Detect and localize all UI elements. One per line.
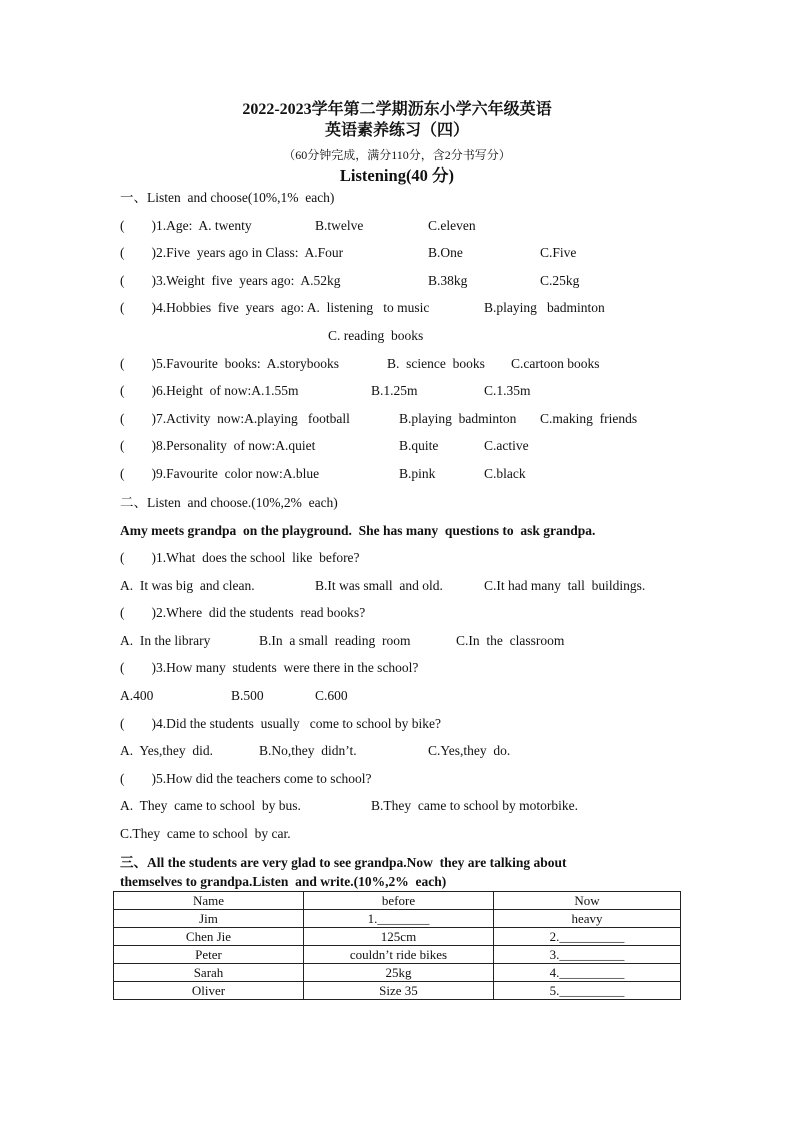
p2-q1-c: C.It had many tall buildings. bbox=[484, 578, 646, 593]
part2-heading: 二、Listen and choose.(10%,2% each) bbox=[120, 495, 338, 510]
p2-q4-a: A. Yes,they did. bbox=[120, 743, 214, 758]
p1-q4: ( )4.Hobbies five years ago: A. listening to music bbox=[120, 300, 430, 315]
p1-q5: ( )5.Favourite books: A.storybooks bbox=[120, 356, 339, 371]
p2-q2-b: B.In a small reading room bbox=[259, 633, 411, 648]
table-row bbox=[114, 982, 681, 1000]
title-line-1: 2022-2023学年第二学期沥东小学六年级英语 bbox=[242, 101, 552, 118]
table-row bbox=[114, 946, 681, 964]
p1-q5-b: B. science books bbox=[387, 356, 485, 371]
cell-name: Chen Jie bbox=[114, 928, 304, 946]
p1-q2-b: B.One bbox=[428, 245, 463, 260]
p1-q9-b: B.pink bbox=[399, 466, 436, 481]
section-title: Listening(40 分) bbox=[339, 166, 455, 185]
cell-now: 3.__________ bbox=[494, 946, 681, 964]
table-row bbox=[114, 928, 681, 946]
cell-before: 25kg bbox=[304, 964, 494, 982]
p2-q2-a: A. In the library bbox=[120, 633, 211, 648]
p1-q4-c: C. reading books bbox=[328, 328, 424, 343]
table-row bbox=[114, 964, 681, 982]
p1-q7-c: C.making friends bbox=[540, 411, 638, 426]
p1-q3-b: B.38kg bbox=[428, 273, 468, 288]
p1-q3-c: C.25kg bbox=[540, 273, 580, 288]
cell-before: Size 35 bbox=[304, 982, 494, 1000]
p2-q3: ( )3.How many students were there in the school? bbox=[120, 660, 419, 675]
p1-q1-b: B.twelve bbox=[315, 218, 364, 233]
p2-q5: ( )5.How did the teachers come to school? bbox=[120, 771, 372, 786]
cell-before: 125cm bbox=[304, 928, 494, 946]
cell-name: Oliver bbox=[114, 982, 304, 1000]
p1-q6-b: B.1.25m bbox=[371, 383, 418, 398]
part1-heading: 一、Listen and choose(10%,1% each) bbox=[120, 190, 335, 205]
header-before: before bbox=[304, 892, 494, 910]
p2-q4-b: B.No,they didn’t. bbox=[259, 743, 357, 758]
p2-q4: ( )4.Did the students usually come to school by bike? bbox=[120, 716, 441, 731]
table-row bbox=[114, 910, 681, 928]
p2-q2: ( )2.Where did the students read books? bbox=[120, 605, 366, 620]
p1-q7: ( )7.Activity now:A.playing football bbox=[120, 411, 350, 426]
p2-q1: ( )1.What does the school like before? bbox=[120, 550, 360, 565]
part3-heading-2: themselves to grandpa.Listen and write.(10%,2% each) bbox=[120, 874, 447, 889]
p1-q8-c: C.active bbox=[484, 438, 529, 453]
cell-name: Peter bbox=[114, 946, 304, 964]
p1-q9: ( )9.Favourite color now:A.blue bbox=[120, 466, 320, 481]
p1-q8: ( )8.Personality of now:A.quiet bbox=[120, 438, 316, 453]
p2-q3-c: C.600 bbox=[315, 688, 348, 703]
p2-q5-c: C.They came to school by car. bbox=[120, 826, 291, 841]
cell-now: heavy bbox=[494, 910, 681, 928]
cell-before: 1.________ bbox=[304, 910, 494, 928]
p1-q1-c: C.eleven bbox=[428, 218, 476, 233]
cell-now: 2.__________ bbox=[494, 928, 681, 946]
p1-q6: ( )6.Height of now:A.1.55m bbox=[120, 383, 299, 398]
p2-q5-a: A. They came to school by bus. bbox=[120, 798, 301, 813]
p2-q5-b: B.They came to school by motorbike. bbox=[371, 798, 578, 813]
exam-note: （60分钟完成，满分110分，含2分书写分） bbox=[283, 148, 511, 162]
p1-q1: ( )1.Age: A. twenty bbox=[120, 218, 252, 233]
title-line-2: 英语素养练习（四） bbox=[324, 122, 469, 139]
p1-q8-b: B.quite bbox=[399, 438, 439, 453]
p1-q3: ( )3.Weight five years ago: A.52kg bbox=[120, 273, 341, 288]
table-header-row bbox=[114, 892, 681, 910]
p2-q1-b: B.It was small and old. bbox=[315, 578, 443, 593]
p2-q4-c: C.Yes,they do. bbox=[428, 743, 511, 758]
part3-heading-1: 三、All the students are very glad to see grandpa.Now they are talking about bbox=[120, 855, 567, 870]
p1-q5-c: C.cartoon books bbox=[511, 356, 600, 371]
part2-intro: Amy meets grandpa on the playground. She has many questions to ask grandpa. bbox=[120, 523, 596, 538]
p1-q2: ( )2.Five years ago in Class: A.Four bbox=[120, 245, 344, 260]
header-now: Now bbox=[494, 892, 681, 910]
p1-q6-c: C.1.35m bbox=[484, 383, 531, 398]
cell-name: Jim bbox=[114, 910, 304, 928]
p2-q2-c: C.In the classroom bbox=[456, 633, 565, 648]
p2-q1-a: A. It was big and clean. bbox=[120, 578, 255, 593]
cell-now: 5.__________ bbox=[494, 982, 681, 1000]
cell-name: Sarah bbox=[114, 964, 304, 982]
header-name: Name bbox=[114, 892, 304, 910]
p2-q3-a: A.400 bbox=[120, 688, 154, 703]
answer-table bbox=[113, 891, 681, 1000]
p1-q4-b: B.playing badminton bbox=[484, 300, 605, 315]
p1-q9-c: C.black bbox=[484, 466, 526, 481]
p1-q2-c: C.Five bbox=[540, 245, 577, 260]
cell-before: couldn’t ride bikes bbox=[304, 946, 494, 964]
p2-q3-b: B.500 bbox=[231, 688, 264, 703]
cell-now: 4.__________ bbox=[494, 964, 681, 982]
p1-q7-b: B.playing badminton bbox=[399, 411, 517, 426]
